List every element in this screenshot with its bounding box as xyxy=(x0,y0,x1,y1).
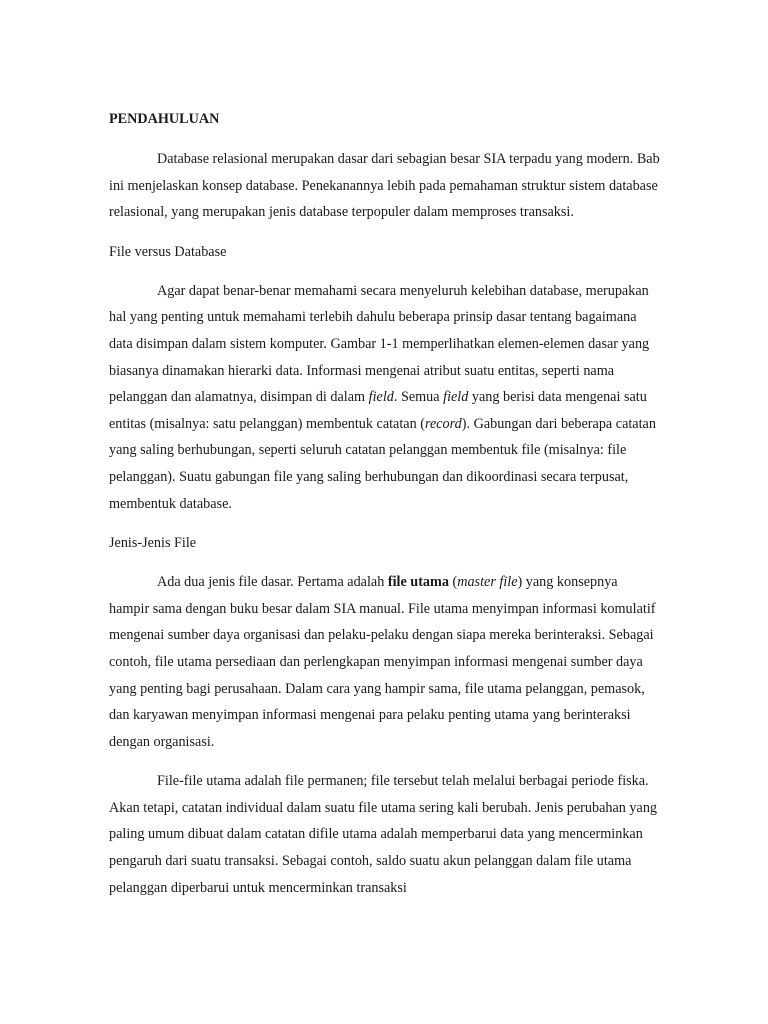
paragraph-text: yang berisi data mengenai satu entitas (misalnya: satu pelanggan) membentuk catatan ( xyxy=(109,389,647,432)
document-body xyxy=(109,106,660,901)
term-master-file: master file xyxy=(457,574,518,591)
paragraph-text: Agar dapat benar-benar memahami secara menyeluruh kelebihan database, merupakan hal yang penting untuk memahami terlebih dahulu beberapa prinsip dasar tentang bagaimana data disimpan dalam sistem komputer. Gambar 1-1 memperlihatkan elemen-elemen dasar yang biasanya dinamakan hierarki data. Informasi mengenai atribut suatu entitas, seperti nama pelanggan dan alamatnya, disimpan di dalam xyxy=(109,282,650,406)
paragraph-text: . Semua xyxy=(393,389,444,406)
paragraph-text: Ada dua jenis file dasar. Pertama adalah xyxy=(157,574,388,591)
intro-paragraph: Database relasional merupakan dasar dari sebagian besar SIA terpadu yang modern. Bab ini menjelaskan konsep database. Penekanannya lebih pada pemahaman struktur sistem database relasional, yang merupakan jenis database terpopuler dalam memproses transaksi. xyxy=(109,151,660,221)
term-field: field xyxy=(443,389,469,406)
section-heading-file-versus-database: File versus Database xyxy=(109,243,227,260)
paragraph-file-versus-database xyxy=(109,278,660,517)
paragraph-text: ( xyxy=(448,574,458,591)
paragraph-file-permanen: File-file utama adalah file permanen; file tersebut telah melalui berbagai periode fiska. Akan tetapi, catatan individual dalam suatu file utama sering kali berubah. Jenis perubahan yang paling umum dibuat dalam catatan difile utama adalah memperbarui data yang mencerminkan pengaruh dari suatu transaksi. Sebagai contoh, saldo suatu akun pelanggan dalam file utama pelanggan diperbarui untuk mencerminkan transaksi xyxy=(109,773,658,896)
document-title: PENDAHULUAN xyxy=(109,111,220,127)
term-file-utama: file utama xyxy=(387,574,449,591)
term-record: record xyxy=(424,415,462,432)
section-heading-jenis-jenis-file: Jenis-Jenis File xyxy=(109,535,197,552)
paragraph-text: ). Gabungan dari beberapa catatan yang saling berhubungan, seperti seluruh catatan pelanggan membentuk file (misalnya: file pelanggan). Suatu gabungan file yang saling berhubungan dan dikoordinasi secara terpusat, membentuk database. xyxy=(109,415,656,512)
paragraph-text: ) yang konsepnya hampir sama dengan buku besar dalam SIA manual. File utama menyimpan informasi komulatif mengenai sumber daya organisasi dan pelaku-pelaku dengan siapa mereka berinteraksi. Sebagai contoh, file utama persediaan dan perlengkapan menyimpan informasi mengenai sumber daya yang penting bagi perusahaan. Dalam cara yang hampir sama, file utama pelanggan, pemasok, dan karyawan menyimpan informasi mengenai para pelaku penting utama yang berinteraksi dengan organisasi. xyxy=(109,574,656,750)
paragraph-file-utama xyxy=(109,569,660,755)
term-field: field xyxy=(368,389,394,406)
